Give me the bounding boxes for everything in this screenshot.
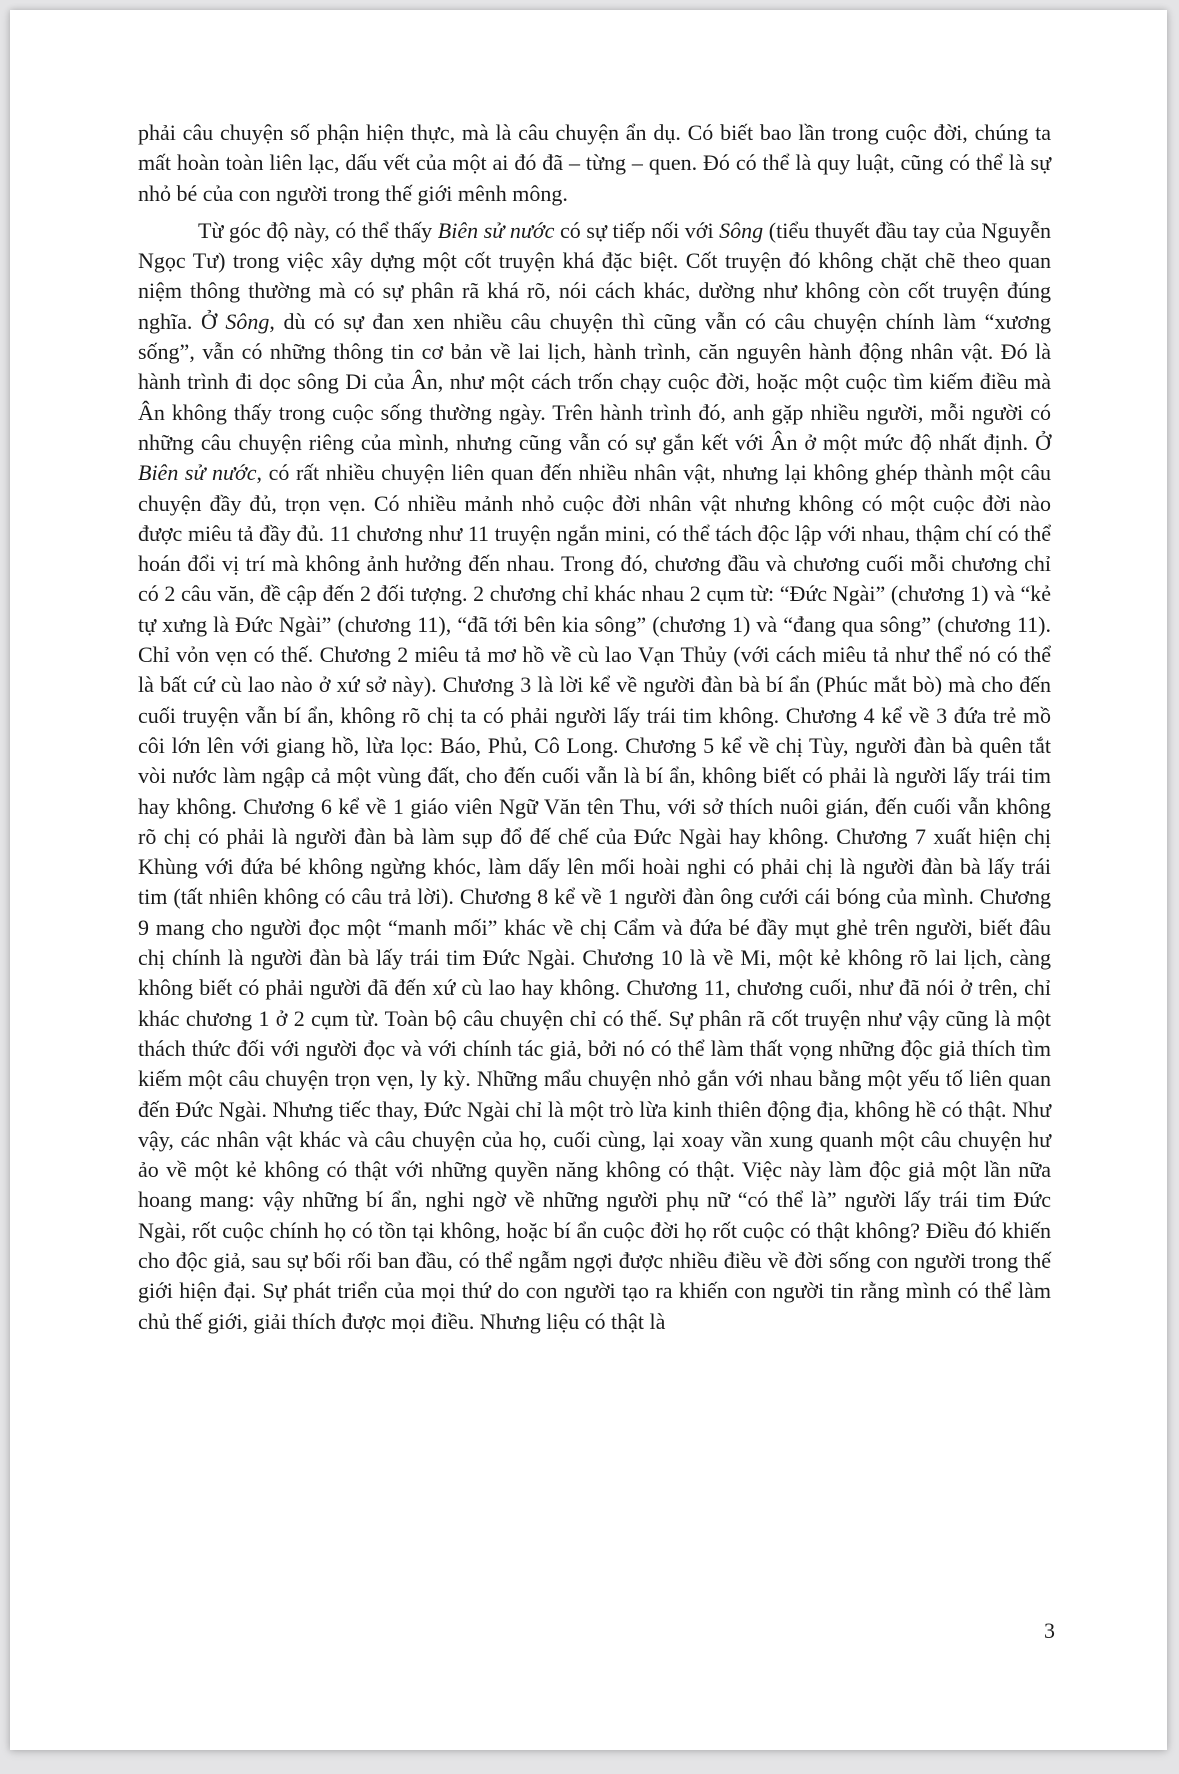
paragraph-2-text-2: có sự tiếp nối với	[554, 217, 720, 243]
paragraph-1: phải câu chuyện số phận hiện thực, mà là câu chuyện ẩn dụ. Có biết bao lần trong cuộc đời, chúng ta mất hoàn toàn liên lạc, dấu vết của một ai đó đã – từng – quen. Đó có thể là quy luật, cũng có thể là sự nhỏ bé của con người trong thế giới mênh mông.	[138, 120, 1051, 206]
book-title-bien-su-nuoc-2: Biên sử nước	[138, 460, 257, 486]
document-page	[10, 10, 1167, 1750]
book-title-song-2: Sông	[225, 308, 270, 334]
paragraph-2-text-5: , có rất nhiều chuyện liên quan đến nhiều nhân vật, nhưng lại không ghép thành một câu chuyện đầy đủ, trọn vẹn. Có nhiều mảnh nhỏ cuộc đời nhân vật nhưng không có một cuộc đời nào được miêu tả đầy đủ. 11 chương như 11 truyện ngắn mini, có thể tách độc lập với nhau, thậm chí có thể hoán đổi vị trí mà không ảnh hưởng đến nhau. Trong đó, chương đầu và chương cuối mỗi chương chỉ có 2 câu văn, đề cập đến 2 đối tượng. 2 chương chỉ khác nhau 2 cụm từ: “Đức Ngài” (chương 1) và “kẻ tự xưng là Đức Ngài” (chương 11), “đã tới bên kia sông” (chương 1) và “đang qua sông” (chương 11). Chỉ vỏn vẹn có thế. Chương 2 miêu tả mơ hồ về cù lao Vạn Thủy (với cách miêu tả như thể nó có thể là bất cứ cù lao nào ở xứ sở này). Chương 3 là lời kể về người đàn bà bí ẩn (Phúc mắt bò) mà cho đến cuối truyện vẫn bí ẩn, không rõ chị ta có phải người lấy trái tim không. Chương 4 kể về 3 đứa trẻ mồ côi lớn lên với giang hồ, lừa lọc: Báo, Phủ, Cô Long. Chương 5 kể về chị Tùy, người đàn bà quên tắt vòi nước làm ngập cả một vùng đất, cho đến cuối vẫn là bí ẩn, không biết có phải là người lấy trái tim hay không. Chương 6 kể về 1 giáo viên Ngữ Văn tên Thu, với sở thích nuôi gián, đến cuối vẫn không rõ chị có phải là người đàn bà làm sụp đổ đế chế của Đức Ngài hay không. Chương 7 xuất hiện chị Khùng với đứa bé không ngừng khóc, làm dấy lên mối hoài nghi có phải chị là người đàn bà lấy trái tim (tất nhiên không có câu trả lời). Chương 8 kể về 1 người đàn ông cưới cái bóng của mình. Chương 9 mang cho người đọc một “manh mối” khác về chị Cẩm và đứa bé đầy mụt ghẻ trên người, biết đâu chị chính là người đàn bà lấy trái tim Đức Ngài. Chương 10 là về Mi, một kẻ không rõ lai lịch, càng không biết có phải người đã đến xứ cù lao hay không. Chương 11, chương cuối, như đã nói ở trên, chỉ khác chương 1 ở 2 cụm từ. Toàn bộ câu chuyện chỉ có thế. Sự phân rã cốt truyện như vậy cũng là một thách thức đối với người đọc và với chính tác giả, bởi nó có thể làm thất vọng những độc giả thích tìm kiếm một câu chuyện trọn vẹn, ly kỳ. Những mẩu chuyện nhỏ gắn với nhau bằng một yếu tố liên quan đến Đức Ngài. Nhưng tiếc thay, Đức Ngài chỉ là một trò lừa kinh thiên động địa, không hề có thật. Như vậy, các nhân vật khác và câu chuyện của họ, cuối cùng, lại xoay vần xung quanh một câu chuyện hư ảo về một kẻ không có thật với những quyền năng không có thật. Việc này làm độc giả một lần nữa hoang mang: vậy những bí ẩn, nghi ngờ về những người phụ nữ “có thể là” người lấy trái tim Đức Ngài, rốt cuộc chính họ có tồn tại không, hoặc bí ẩn cuộc đời họ rốt cuộc có thật không? Điều đó khiến cho độc giả, sau sự bối rối ban đầu, có thể ngẫm ngợi được nhiều điều về đời sống con người trong thế giới hiện đại. Sự phát triển của mọi thứ do con người tạo ra khiến con người tin rằng mình có thể làm chủ thế giới, giải thích được mọi điều. Nhưng liệu có thật là	[138, 460, 1051, 1334]
paragraph-2	[138, 216, 1051, 1337]
book-title-song: Sông	[719, 217, 764, 243]
page-number: 3	[1044, 1618, 1055, 1643]
paragraph-2-text-4: , dù có sự đan xen nhiều câu chuyện thì cũng vẫn có câu chuyện chính làm “xương sống”, vẫn có những thông tin cơ bản về lai lịch, hành trình, căn nguyên hành động nhân vật. Đó là hành trình đi dọc sông Di của Ân, như một cách trốn chạy cuộc đời, hoặc một cuộc tìm kiếm điều mà Ân không thấy trong cuộc sống thường ngày. Trên hành trình đó, anh gặp nhiều người, mỗi người có những câu chuyện riêng của mình, nhưng cũng vẫn có sự gắn kết với Ân ở một mức độ nhất định. Ở	[138, 308, 1052, 455]
book-title-bien-su-nuoc: Biên sử nước	[437, 217, 555, 243]
paragraph-2-text-1: Từ góc độ này, có thể thấy	[198, 217, 438, 243]
body-text	[138, 118, 1051, 1344]
paragraph-2-text-3: (tiểu thuyết đầu tay của Nguyễn Ngọc Tư) trong việc xây dựng một cốt truyện khá đặc biệt. Cốt truyện đó không chặt chẽ theo quan niệm thông thường mà có sự phân rã khá rõ, nói cách khác, dường như không còn cốt truyện đúng nghĩa. Ở	[138, 217, 1051, 334]
